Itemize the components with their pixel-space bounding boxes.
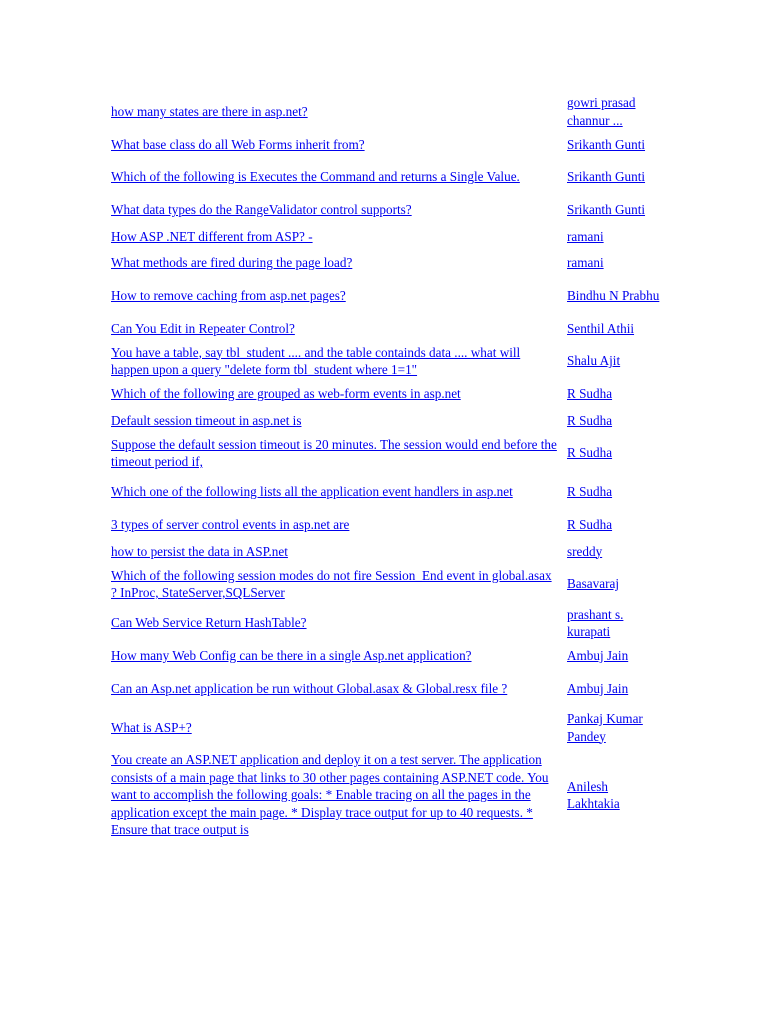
- author-cell: [560, 92, 668, 131]
- question-cell: [108, 381, 560, 408]
- table-row: [108, 250, 668, 277]
- question-cell: [108, 342, 560, 381]
- question-link[interactable]: What data types do the RangeValidator control supports?: [111, 202, 412, 217]
- question-cell: [108, 512, 560, 539]
- question-cell: [108, 565, 560, 604]
- question-cell: [108, 250, 560, 277]
- table-row: [108, 473, 668, 512]
- author-cell: [560, 381, 668, 408]
- author-link[interactable]: Ambuj Jain: [567, 648, 629, 663]
- table-row: [108, 92, 668, 131]
- author-link[interactable]: Pankaj Kumar Pandey: [567, 711, 643, 744]
- table-row: [108, 747, 668, 843]
- author-link[interactable]: Basavaraj: [567, 576, 619, 592]
- author-cell: [560, 669, 668, 708]
- question-cell: [108, 276, 560, 315]
- question-link[interactable]: You create an ASP.NET application and deploy it on a test server. The application consists of a main page that links to 30 other pages containing ASP.NET code. You want to accomplish the following goals: * Enable tracing on all the pages in the application except the main page. * Display trace output for up to 40 requests. * Ensure that trace output is: [111, 752, 549, 838]
- author-cell: [560, 565, 668, 604]
- author-cell: [560, 512, 668, 539]
- question-link[interactable]: Which of the following session modes do not fire Session_End event in global.asax ? InProc, StateServer,SQLServer: [111, 567, 552, 600]
- table-row: [108, 381, 668, 408]
- question-cell: [108, 197, 560, 224]
- author-cell: [560, 131, 668, 158]
- question-link[interactable]: You have a table, say tbl_student .... and the table containds data .... what will happen upon a query "delete form tbl_student where 1=1": [111, 344, 521, 377]
- table-row: [108, 158, 668, 197]
- table-row: [108, 342, 668, 381]
- table-row: [108, 565, 668, 604]
- author-cell: [560, 747, 668, 843]
- author-link[interactable]: Senthil Athii: [567, 320, 635, 336]
- author-link[interactable]: R Sudha: [567, 412, 613, 428]
- question-cell: [108, 747, 560, 843]
- question-cell: [108, 131, 560, 158]
- questions-table: [108, 92, 668, 843]
- question-cell: [108, 407, 560, 434]
- question-link[interactable]: Which of the following are grouped as web-form events in asp.net: [111, 386, 461, 401]
- question-cell: [108, 538, 560, 565]
- question-cell: [108, 158, 560, 197]
- author-link[interactable]: Shalu Ajit: [567, 353, 621, 369]
- table-row: [108, 131, 668, 158]
- question-link[interactable]: Which one of the following lists all the application event handlers in asp.net: [111, 484, 513, 500]
- question-link[interactable]: How many Web Config can be there in a single Asp.net application?: [111, 648, 472, 663]
- author-link[interactable]: Ambuj Jain: [567, 680, 629, 696]
- author-cell: [560, 250, 668, 277]
- author-cell: [560, 643, 668, 670]
- author-link[interactable]: gowri prasad channur ...: [567, 95, 636, 128]
- author-link[interactable]: Srikanth Gunti: [567, 136, 646, 152]
- question-link[interactable]: What methods are fired during the page load?: [111, 255, 353, 270]
- author-link[interactable]: prashant s. kurapati: [567, 606, 624, 639]
- table-row: [108, 223, 668, 250]
- author-cell: [560, 158, 668, 197]
- table-row: [108, 276, 668, 315]
- question-cell: [108, 434, 560, 473]
- author-cell: [560, 342, 668, 381]
- author-cell: [560, 197, 668, 224]
- question-link[interactable]: Default session timeout in asp.net is: [111, 412, 302, 428]
- question-link[interactable]: What base class do all Web Forms inherit from?: [111, 136, 365, 152]
- question-link[interactable]: Can You Edit in Repeater Control?: [111, 320, 295, 336]
- author-link[interactable]: Anilesh Lakhtakia: [567, 778, 620, 811]
- question-link[interactable]: What is ASP+?: [111, 719, 192, 735]
- author-cell: [560, 276, 668, 315]
- question-cell: [108, 92, 560, 131]
- question-link[interactable]: Which of the following is Executes the Command and returns a Single Value.: [111, 169, 520, 185]
- author-link[interactable]: R Sudha: [567, 386, 613, 401]
- author-cell: [560, 223, 668, 250]
- author-cell: [560, 434, 668, 473]
- author-cell: [560, 604, 668, 643]
- table-row: [108, 512, 668, 539]
- author-link[interactable]: sreddy: [567, 543, 603, 559]
- question-link[interactable]: how to persist the data in ASP.net: [111, 543, 288, 559]
- question-link[interactable]: Suppose the default session timeout is 20 minutes. The session would end before the timeout period if,: [111, 436, 557, 469]
- question-link[interactable]: 3 types of server control events in asp.net are: [111, 517, 350, 532]
- question-cell: [108, 708, 560, 747]
- question-cell: [108, 604, 560, 643]
- table-row: [108, 315, 668, 342]
- table-row: [108, 197, 668, 224]
- author-cell: [560, 473, 668, 512]
- author-cell: [560, 315, 668, 342]
- table-row: [108, 604, 668, 643]
- author-link[interactable]: Bindhu N Prabhu: [567, 287, 660, 303]
- question-cell: [108, 473, 560, 512]
- question-cell: [108, 315, 560, 342]
- author-cell: [560, 407, 668, 434]
- author-cell: [560, 708, 668, 747]
- table-row: [108, 708, 668, 747]
- question-link[interactable]: How to remove caching from asp.net pages?: [111, 287, 346, 303]
- question-cell: [108, 643, 560, 670]
- question-link[interactable]: Can an Asp.net application be run without Global.asax & Global.resx file ?: [111, 680, 508, 696]
- question-link[interactable]: How ASP .NET different from ASP? -: [111, 228, 313, 244]
- table-row: [108, 643, 668, 670]
- table-row: [108, 669, 668, 708]
- author-cell: [560, 538, 668, 565]
- table-row: [108, 407, 668, 434]
- author-link[interactable]: ramani: [567, 228, 604, 244]
- author-link[interactable]: R Sudha: [567, 517, 613, 532]
- question-link[interactable]: Can Web Service Return HashTable?: [111, 615, 307, 631]
- table-row: [108, 538, 668, 565]
- author-link[interactable]: Srikanth Gunti: [567, 202, 646, 217]
- question-cell: [108, 669, 560, 708]
- table-row: [108, 434, 668, 473]
- question-link[interactable]: how many states are there in asp.net?: [111, 103, 308, 119]
- author-link[interactable]: ramani: [567, 255, 604, 270]
- author-link[interactable]: Srikanth Gunti: [567, 169, 646, 185]
- author-link[interactable]: R Sudha: [567, 445, 613, 461]
- question-cell: [108, 223, 560, 250]
- author-link[interactable]: R Sudha: [567, 484, 613, 500]
